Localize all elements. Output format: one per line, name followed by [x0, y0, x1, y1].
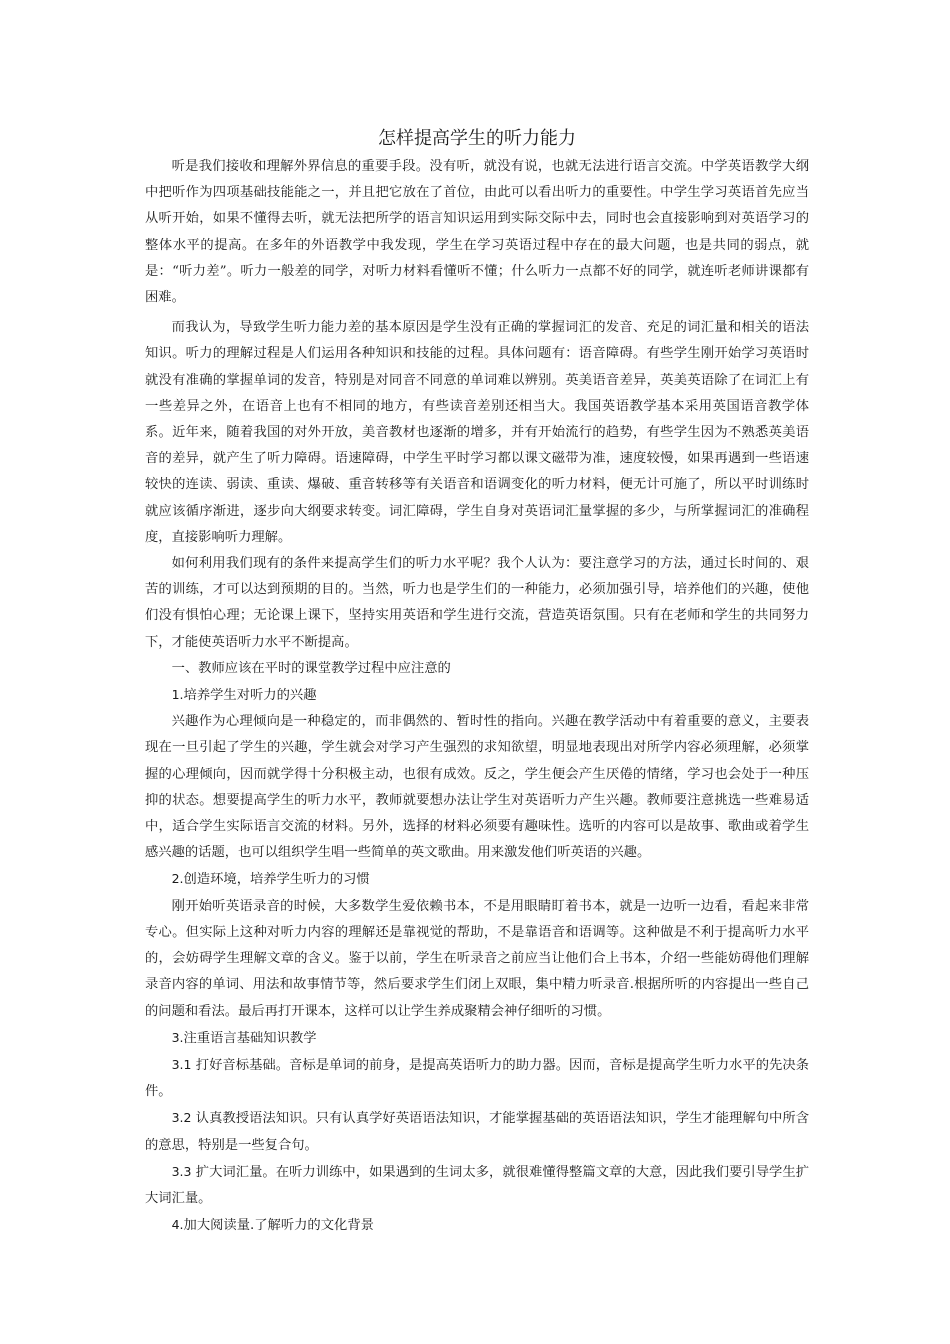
- page-title: 怎样提高学生的听力能力: [378, 128, 576, 149]
- subsection-2-body: 刚开始听英语录音的时候，大多数学生爱依赖书本，不是用眼睛盯着书本，就是一边听一边看，看起来非常专心。但实际上这种对听力内容的理解还是靠视觉的帮助，不是靠语音和语调等。这种做是不利于提高听力水平的，会妨碍学生理解文章的含义。鉴于以前，学生在听录音之前应当让他们合上书本，介绍一些能妨碍他们理解录音内容的单词、用法和故事情节等，然后要求学生们闭上双眼，集中精力听录音.根据所听的内容提出一些自己的问题和看法。最后再打开课本，这样可以让学生养成聚精会神仔细听的习惯。: [145, 898, 809, 1019]
- subsection-3-title: 注重语言基础知识教学: [183, 1030, 317, 1046]
- item-3-1-text: 打好音标基础。音标是单词的前身，是提高英语听力的助力器。因而，音标是提高学生听力水平的先决条件。: [145, 1057, 809, 1100]
- subsection-1-title: 培养学生对听力的兴趣: [183, 688, 317, 704]
- intro-paragraph-1: 听是我们接收和理解外界信息的重要手段。没有听，就没有说，也就无法进行语言交流。中学英语教学大纲中把听作为四项基础技能能之一，并且把它放在了首位，由此可以看出听力的重要性。中学生学习英语首先应当从听开始，如果不懂得去听，就无法把所学的语言知识运用到实际交际中去，同时也会直接影响到对英语学习的整体水平的提高。在多年的外语教学中我发现，学生在学习英语过程中存在的最大问题，也是共同的弱点，就是：“听力差”。听力一般差的同学，对听力材料看懂听不懂；什么听力一点都不好的同学，就连听老师讲课都有困难。: [145, 159, 809, 306]
- item-3-2: [145, 1105, 809, 1158]
- subsection-4-number: 4.: [171, 1217, 184, 1233]
- intro-paragraph-2: 而我认为，导致学生听力能力差的基本原因是学生没有正确的掌握词汇的发音、充足的词汇量和相关的语法知识。听力的理解过程是人们运用各种知识和技能的过程。具体问题有：语音障碍。有些学生刚开始学习英语时就没有准确的掌握单词的发音，特别是对同音不同意的单词难以辨别。英美语音差异，英美英语除了在词汇上有一些差异之外，在语音上也有不相同的地方，有些读音差别还相当大。我国英语教学基本采用英国语音教学体系。近年来，随着我国的对外开放，美音教材也逐渐的增多，并有开始流行的趋势，有些学生因为不熟悉英美语音的差异，就产生了听力障碍。语速障碍，中学生平时学习都以课文磁带为准，速度较慢，如果再遇到一些语速较快的连读、弱读、重读、爆破、重音转移等有关语音和语调变化的听力材料，便无计可施了，所以平时训练时就应该循序渐进，逐步向大纲要求转变。词汇障碍，学生自身对英语词汇量掌握的多少，与所掌握词汇的准确程度，直接影响听力理解。: [145, 320, 809, 545]
- item-3-3-number: 3.3: [171, 1163, 192, 1179]
- document-page: [145, 124, 809, 1239]
- subsection-1-heading: [145, 682, 809, 709]
- section-heading: 一、教师应该在平时的课堂教学过程中应注意的: [171, 660, 451, 676]
- item-3-3-text: 扩大词汇量。在听力训练中，如果遇到的生词太多，就很难懂得整篇文章的大意，因此我们要引导学生扩大词汇量。: [145, 1164, 809, 1206]
- subsection-3-heading: [145, 1025, 809, 1052]
- subsection-2-heading: [145, 866, 809, 893]
- subsection-2-number: 2.: [171, 871, 184, 887]
- subsection-1-number: 1.: [171, 687, 184, 703]
- item-3-3: [145, 1159, 809, 1212]
- subsection-4-title: 加大阅读量.了解听力的文化背景: [183, 1218, 374, 1234]
- intro-paragraph-3: 如何利用我们现有的条件来提高学生们的听力水平呢？我个人认为：要注意学习的方法，通过长时间的、艰苦的训练，才可以达到预期的目的。当然，听力也是学生们的一种能力，必须加强引导，培养他们的兴趣，使他们没有惧怕心理；无论课上课下，坚持实用英语和学生进行交流，营造英语氛围。只有在老师和学生的共同努力下，才能使英语听力水平不断提高。: [145, 556, 809, 650]
- subsection-2-title: 创造环境，培养学生听力的习惯: [183, 872, 370, 888]
- item-3-2-text: 认真教授语法知识。只有认真学好英语语法知识，才能掌握基础的英语语法知识，学生才能理解句中所含的意思，特别是一些复合句。: [145, 1111, 809, 1153]
- item-3-1-number: 3.1: [171, 1056, 192, 1072]
- subsection-1-body: 兴趣作为心理倾向是一种稳定的，而非偶然的、暂时性的指向。兴趣在教学活动中有着重要的意义，主要表现在一旦引起了学生的兴趣，学生就会对学习产生强烈的求知欲望，明显地表现出对所学内容必须理解，必须掌握的心理倾向，因而就学得十分积极主动，也很有成效。反之，学生便会产生厌倦的情绪，学习也会处于一种压抑的状态。想要提高学生的听力水平，教师就要想办法让学生对英语听力产生兴趣。教师要注意挑选一些难易适中，适合学生实际语言交流的材料。另外，选择的材料必须要有趣味性。选听的内容可以是故事、歌曲或着学生感兴趣的话题，也可以组织学生唱一些简单的英文歌曲。用来激发他们听英语的兴趣。: [145, 714, 809, 861]
- item-3-1: [145, 1052, 809, 1105]
- subsection-3-number: 3.: [171, 1029, 184, 1045]
- subsection-4-heading: [145, 1212, 809, 1239]
- item-3-2-number: 3.2: [171, 1110, 192, 1126]
